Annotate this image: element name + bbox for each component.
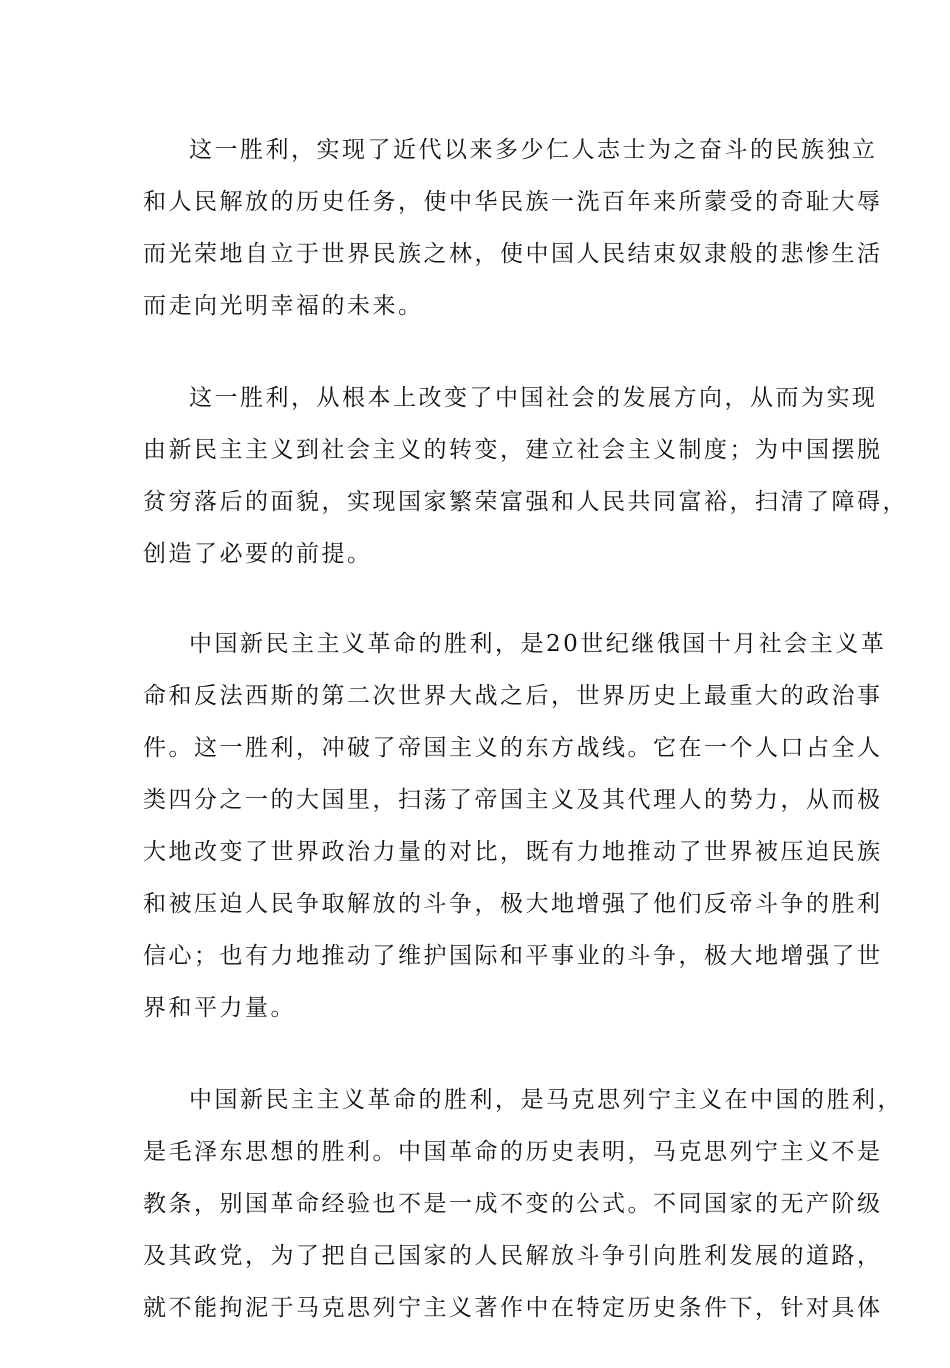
paragraph-1 — [143, 124, 883, 332]
paragraph-line: 类四分之一的大国里，扫荡了帝国主义及其代理人的势力，从而极 — [143, 787, 883, 813]
paragraph-line: 创造了必要的前提。 — [143, 541, 373, 567]
paragraph-line: 由新民主主义到社会主义的转变，建立社会主义制度；为中国摆脱 — [143, 437, 883, 463]
paragraph-4 — [143, 1074, 903, 1334]
paragraph-line: 和人民解放的历史任务，使中华民族一洗百年来所蒙受的奇耻大辱 — [143, 189, 883, 215]
paragraph-line: 教条，别国革命经验也不是一成不变的公式。不同国家的无产阶级 — [143, 1191, 883, 1217]
document-body — [143, 124, 908, 1368]
paragraph-line: 及其政党，为了把自己国家的人民解放斗争引向胜利发展的道路， — [143, 1243, 883, 1269]
paragraph-line: 中国新民主主义革命的胜利，是20世纪继俄国十月社会主义革 — [189, 631, 887, 657]
paragraph-line: 是毛泽东思想的胜利。中国革命的历史表明，马克思列宁主义不是 — [143, 1139, 883, 1165]
paragraph-line: 这一胜利，实现了近代以来多少仁人志士为之奋斗的民族独立 — [189, 137, 878, 163]
paragraph-line: 这一胜利，从根本上改变了中国社会的发展方向，从而为实现 — [189, 385, 878, 411]
paragraph-3 — [143, 618, 887, 1034]
paragraph-line: 大地改变了世界政治力量的对比，既有力地推动了世界被压迫民族 — [143, 839, 883, 865]
paragraph-line: 贫穷落后的面貌，实现国家繁荣富强和人民共同富裕，扫清了障碍， — [143, 489, 908, 515]
paragraph-line: 中国新民主主义革命的胜利，是马克思列宁主义在中国的胜利， — [189, 1087, 903, 1113]
paragraph-line: 命和反法西斯的第二次世界大战之后，世界历史上最重大的政治事 — [143, 683, 883, 709]
paragraph-2 — [143, 372, 908, 580]
paragraph-line: 和被压迫人民争取解放的斗争，极大地增强了他们反帝斗争的胜利 — [143, 891, 883, 917]
paragraph-line: 界和平力量。 — [143, 995, 296, 1021]
paragraph-line: 信心；也有力地推动了维护国际和平事业的斗争，极大地增强了世 — [143, 943, 883, 969]
paragraph-line: 而光荣地自立于世界民族之林，使中国人民结束奴隶般的悲惨生活 — [143, 241, 883, 267]
paragraph-line: 而走向光明幸福的未来。 — [143, 293, 424, 319]
paragraph-line: 件。这一胜利，冲破了帝国主义的东方战线。它在一个人口占全人 — [143, 735, 883, 761]
paragraph-line: 就不能拘泥于马克思列宁主义著作中在特定历史条件下，针对具体 — [143, 1295, 883, 1321]
